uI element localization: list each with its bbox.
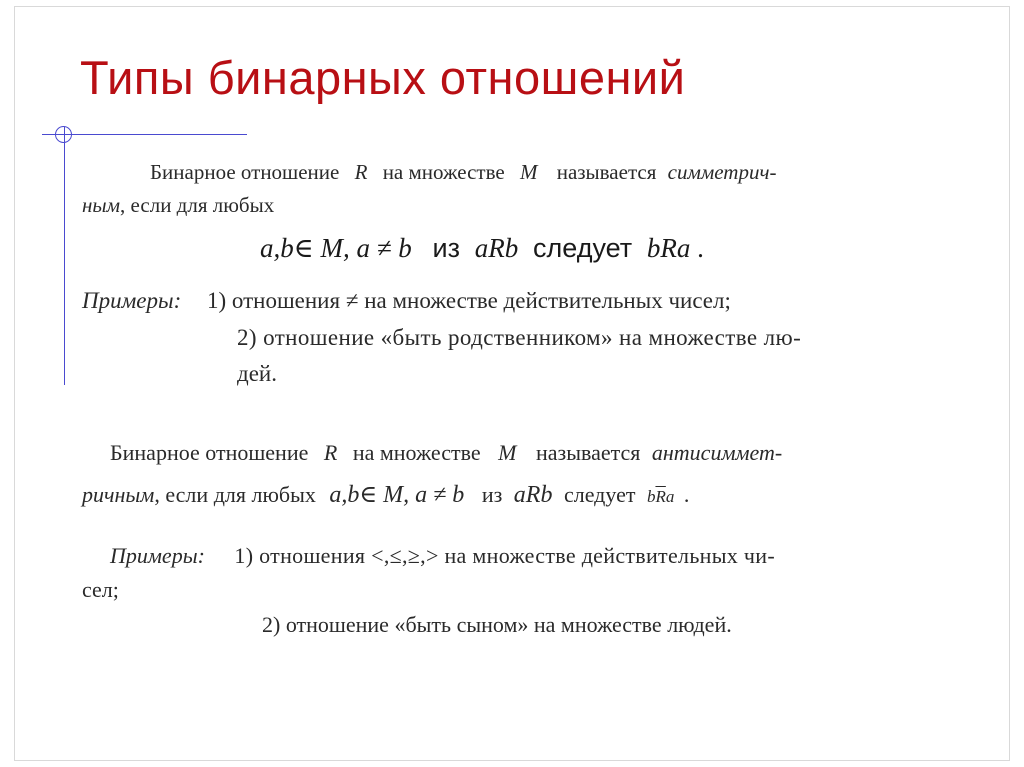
anti-formula-bra-r: $\overline{R}$ [655, 487, 666, 506]
anti-formula-dot: . [683, 482, 690, 507]
anti-examples-label: Примеры: [110, 543, 205, 568]
anti-text-c: называется [535, 440, 641, 465]
anti-example-1-cont: сел; [82, 577, 119, 602]
anti-formula-from: из [481, 482, 503, 507]
anti-formula-bra [647, 487, 674, 506]
sym-examples-label: Примеры: [82, 288, 182, 313]
sym-formula-from: из [432, 233, 461, 263]
sym-formula-follows: следует [533, 233, 633, 263]
anti-var-m: M [498, 440, 517, 465]
sym-definition-line1 [150, 160, 776, 185]
sym-term-part2: ным [82, 193, 121, 217]
anti-term-part1: антисиммет- [651, 440, 783, 465]
anti-term-part2: ричным [82, 482, 155, 507]
decor-circle [55, 126, 72, 143]
sym-example-1: 1) отношения ≠ на множестве действительных чисел; [206, 288, 731, 313]
anti-definition-line2 [82, 480, 689, 509]
sym-definition-line2 [82, 193, 274, 218]
sym-text-d: , если для любых [120, 193, 275, 217]
anti-formula-follows: следует [563, 482, 636, 507]
sym-formula-arb: aRb [474, 233, 519, 263]
sym-formula-bra: bRa [646, 233, 691, 263]
anti-formula-arb: aRb [513, 482, 553, 508]
anti-definition-line1 [110, 440, 782, 466]
slide-frame [14, 6, 1010, 761]
sym-text-b: на множестве [382, 160, 505, 184]
decor-horizontal-line [42, 134, 247, 135]
anti-text-d: , если для любых [154, 482, 316, 507]
sym-var-m: M [519, 160, 538, 184]
anti-example-2: 2) отношение «быть сыном» на множестве людей. [262, 612, 732, 637]
sym-formula [260, 233, 704, 264]
anti-formula-bra-a: a [665, 487, 675, 506]
anti-text-b: на множестве [352, 440, 481, 465]
anti-text-a: Бинарное отношение [110, 440, 309, 465]
slide-title: Типы бинарных отношений [80, 51, 686, 104]
decor-vertical-line [64, 127, 65, 385]
sym-text-c: называется [556, 160, 657, 184]
sym-var-r: R [354, 160, 368, 184]
sym-formula-vars: a,b∈ M, a ≠ b [260, 233, 412, 263]
anti-examples-line1 [110, 543, 775, 569]
anti-formula-bra-b: b [646, 487, 656, 506]
sym-example-2: 2) отношение «быть родственником» на множестве лю- [237, 325, 802, 350]
anti-example-1: 1) отношения <,≤,≥,> на множестве действительных чи- [234, 543, 775, 568]
sym-example-2-cont: дей. [237, 361, 277, 386]
sym-text-a: Бинарное отношение [150, 160, 340, 184]
sym-examples-line1 [82, 288, 731, 314]
anti-var-r: R [323, 440, 338, 465]
sym-term-part1: симметрич- [667, 160, 777, 184]
anti-formula-vars: a,b∈ M, a ≠ b [329, 482, 465, 508]
sym-formula-dot: . [697, 233, 704, 263]
